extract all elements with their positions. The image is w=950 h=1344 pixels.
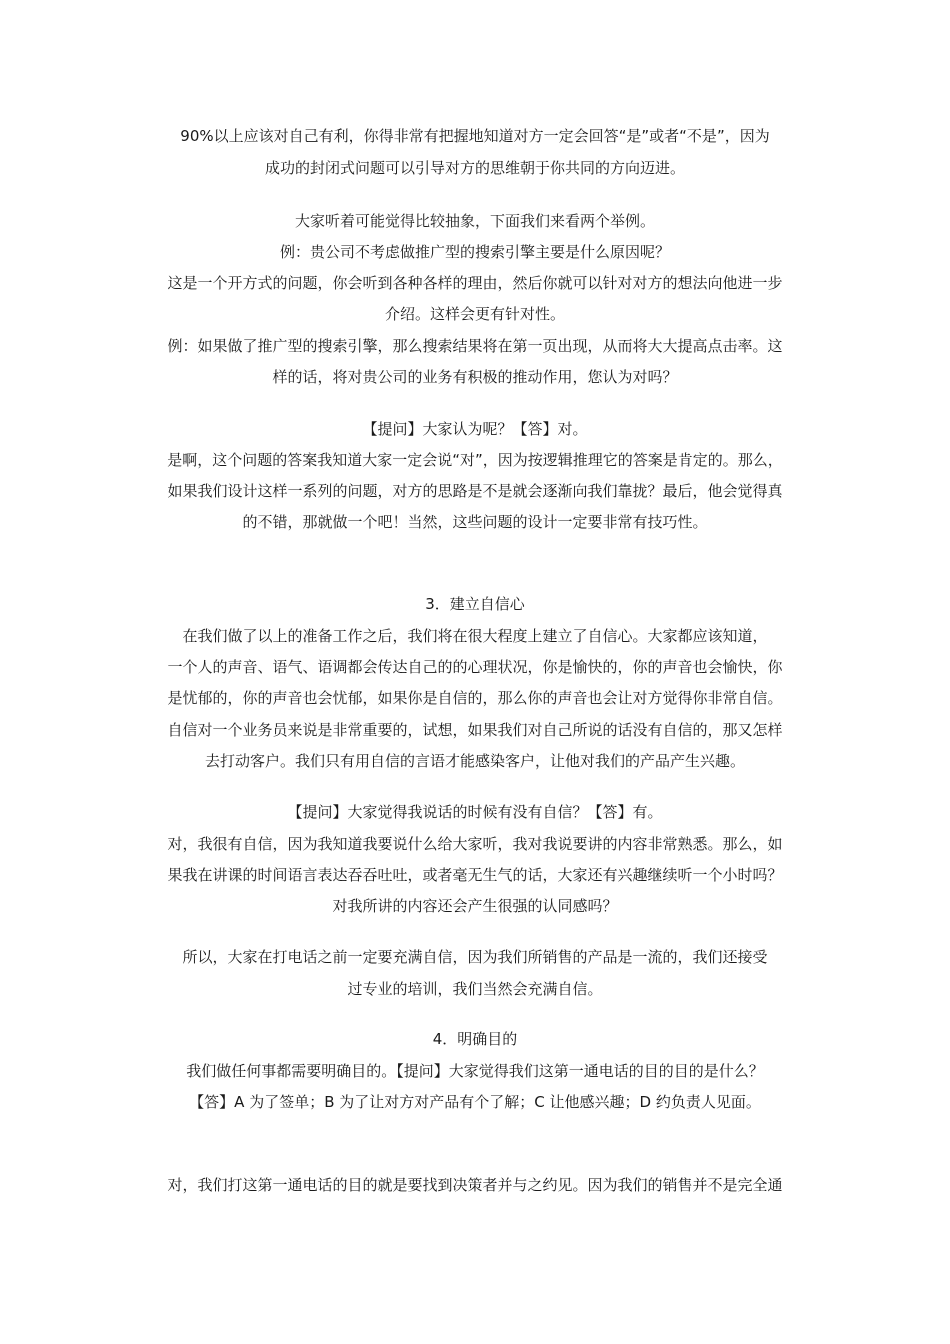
text-line: 介绍。这样会更有针对性。 <box>384 305 565 323</box>
text-line: 【答】A 为了签单；B 为了让对方对产品有个了解；C 让他感兴趣；D 约负责人见面。 <box>189 1093 761 1111</box>
text-line: 过专业的培训，我们当然会充满自信。 <box>347 980 603 998</box>
text-line: 对，我很有自信，因为我知道我要说什么给大家听，我对我说要讲的内容非常熟悉。那么，如 <box>167 835 783 853</box>
text-line: 一个人的声音、语气、语调都会传达自己的的心理状况，你是愉快的，你的声音也会愉快，你 <box>167 658 783 676</box>
text-line: 我们做任何事都需要明确目的。【提问】大家觉得我们这第一通电话的目的目的是什么？ <box>186 1062 764 1080</box>
section-heading: 4．明确目的 <box>432 1030 518 1048</box>
text-line: 【提问】大家觉得我说话的时候有没有自信？【答】有。 <box>287 803 663 821</box>
text-line: 对，我们打这第一通电话的目的就是要找到决策者并与之约见。因为我们的销售并不是完全通 <box>167 1176 783 1194</box>
text-line: 是啊，这个问题的答案我知道大家一定会说“对”，因为按逻辑推理它的答案是肯定的。那么， <box>167 451 783 469</box>
text-line: 的不错，那就做一个吧！当然，这些问题的设计一定要非常有技巧性。 <box>242 513 708 531</box>
text-line: 【提问】大家认为呢？【答】对。 <box>362 420 588 438</box>
text-line: 果我在讲课的时间语言表达吞吞吐吐，或者毫无生气的话，大家还有兴趣继续听一个小时吗？ <box>167 866 783 884</box>
text-line: 是忧郁的，你的声音也会忧郁，如果你是自信的，那么你的声音也会让对方觉得你非常自信。 <box>167 689 783 707</box>
section-heading: 3．建立自信心 <box>425 595 525 613</box>
text-line: 在我们做了以上的准备工作之后，我们将在很大程度上建立了自信心。大家都应该知道， <box>182 627 768 645</box>
text-line: 自信对一个业务员来说是非常重要的，试想，如果我们对自己所说的话没有自信的，那又怎样 <box>167 721 783 739</box>
text-line: 如果我们设计这样一系列的问题，对方的思路是不是就会逐渐向我们靠拢？最后，他会觉得真 <box>167 482 783 500</box>
text-line: 去打动客户。我们只有用自信的言语才能感染客户，让他对我们的产品产生兴趣。 <box>204 752 745 770</box>
text-line: 样的话，将对贵公司的业务有积极的推动作用，您认为对吗？ <box>272 368 678 386</box>
text-line: 例：贵公司不考虑做推广型的搜索引擎主要是什么原因呢？ <box>279 243 670 261</box>
text-line: 例：如果做了推广型的搜索引擎，那么搜索结果将在第一页出现，从而将大大提高点击率。这 <box>167 337 783 355</box>
text-line: 大家听着可能觉得比较抽象，下面我们来看两个举例。 <box>294 212 655 230</box>
text-line: 90%以上应该对自己有利，你得非常有把握地知道对方一定会回答“是”或者“不是”，因为 <box>180 127 770 145</box>
text-line: 这是一个开方式的问题，你会听到各种各样的理由，然后你就可以针对对方的想法向他进一步 <box>167 274 783 292</box>
text-line: 对我所讲的内容还会产生很强的认同感吗？ <box>332 897 618 915</box>
text-line: 所以，大家在打电话之前一定要充满自信，因为我们所销售的产品是一流的，我们还接受 <box>182 948 768 966</box>
text-line: 成功的封闭式问题可以引导对方的思维朝于你共同的方向迈进。 <box>264 159 685 177</box>
